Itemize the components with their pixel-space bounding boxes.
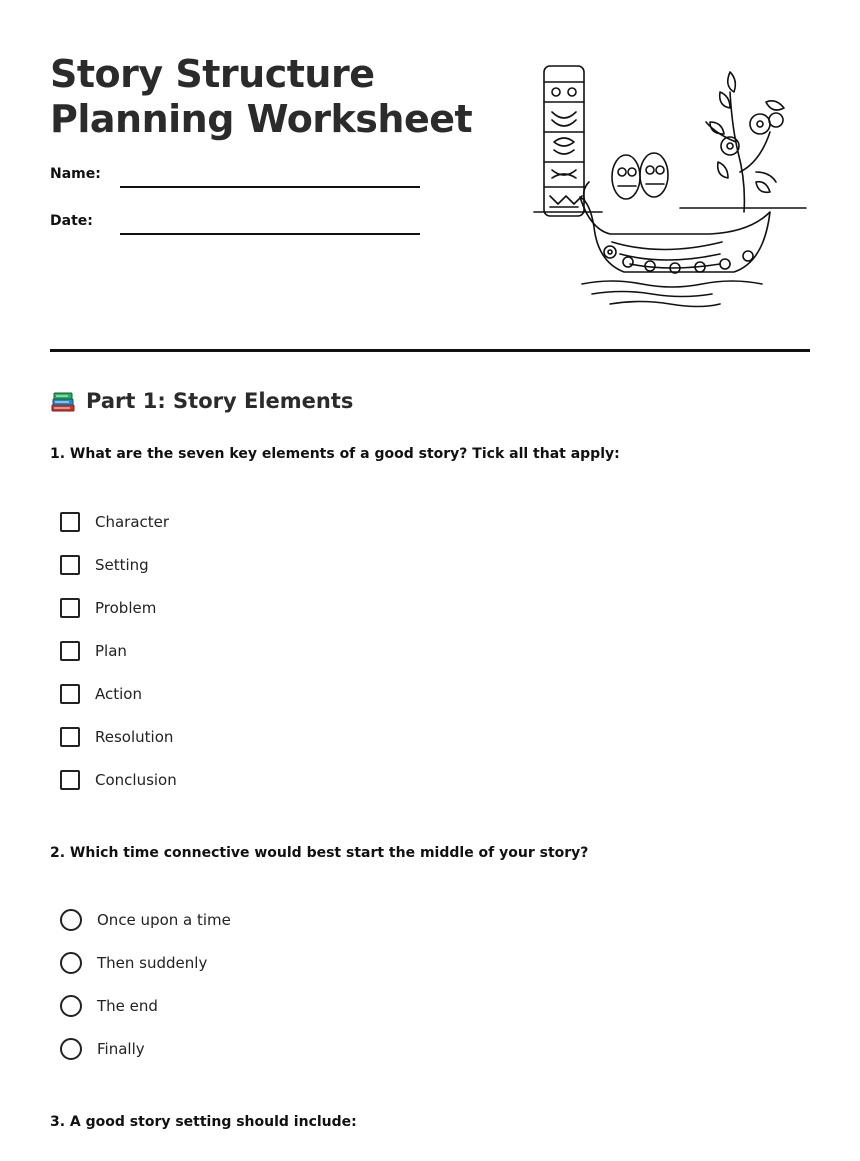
worksheet-title [50, 52, 472, 142]
waka-canoe-icon [580, 182, 770, 273]
figures-icon [612, 153, 668, 199]
option-label: Conclusion [95, 771, 177, 789]
option-label: Character [95, 513, 170, 531]
option-label: Resolution [95, 728, 174, 746]
option-label: Setting [95, 556, 149, 574]
checkbox[interactable] [60, 641, 80, 661]
radio-button[interactable] [60, 995, 82, 1017]
option-label: Action [95, 685, 142, 703]
question-3: 3. A good story setting should include: [50, 1114, 357, 1130]
horizon-line [534, 208, 806, 212]
checkbox-option[interactable] [60, 509, 169, 535]
checkbox[interactable] [60, 555, 80, 575]
checkbox-option[interactable] [60, 681, 142, 707]
checkbox-option[interactable] [60, 552, 149, 578]
radio-option[interactable] [60, 907, 231, 933]
checkbox-option[interactable] [60, 595, 156, 621]
title-line-2: Planning Worksheet [50, 97, 473, 141]
date-field[interactable] [50, 213, 430, 243]
name-label: Name: [50, 166, 101, 182]
option-label: Plan [95, 642, 127, 660]
option-label: Once upon a time [97, 911, 231, 929]
option-label: Problem [95, 599, 157, 617]
checkbox[interactable] [60, 770, 80, 790]
part1-title: Part 1: Story Elements [86, 389, 354, 413]
option-label: Finally [97, 1040, 145, 1058]
header-divider [50, 349, 810, 352]
checkbox[interactable] [60, 684, 80, 704]
option-label: Then suddenly [97, 954, 208, 972]
waka-illustration [530, 62, 810, 314]
carved-pou-icon [544, 66, 584, 216]
radio-button[interactable] [60, 952, 82, 974]
radio-button[interactable] [60, 909, 82, 931]
checkbox-option[interactable] [60, 767, 177, 793]
question-2: 2. Which time connective would best start the middle of your story? [50, 845, 589, 861]
date-line[interactable] [120, 233, 420, 235]
title-line-1: Story Structure [50, 52, 375, 96]
name-field[interactable] [50, 166, 430, 196]
checkbox-option[interactable] [60, 724, 173, 750]
part1-heading [50, 388, 353, 414]
water-icon [582, 281, 762, 307]
checkbox[interactable] [60, 727, 80, 747]
radio-option[interactable] [60, 950, 207, 976]
name-line[interactable] [120, 186, 420, 188]
question-1: 1. What are the seven key elements of a good story? Tick all that apply: [50, 446, 620, 462]
books-icon [50, 388, 76, 414]
radio-option[interactable] [60, 1036, 145, 1062]
flowering-tree-icon [706, 72, 784, 212]
radio-option[interactable] [60, 993, 158, 1019]
checkbox[interactable] [60, 512, 80, 532]
date-label: Date: [50, 213, 93, 229]
radio-button[interactable] [60, 1038, 82, 1060]
option-label: The end [97, 997, 158, 1015]
checkbox[interactable] [60, 598, 80, 618]
checkbox-option[interactable] [60, 638, 127, 664]
